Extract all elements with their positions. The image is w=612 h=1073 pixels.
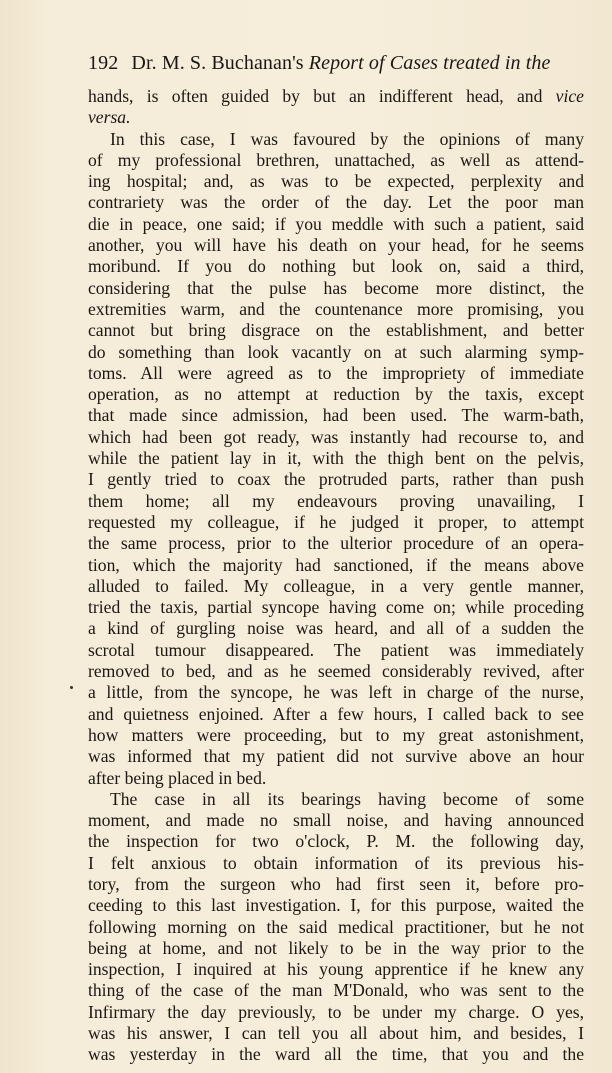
ink-speck (70, 686, 73, 689)
text-line: was informed that my patient did not survive above an hour (88, 746, 584, 767)
text-line: inspection, I inquired at his young apprentice if he knew any (88, 959, 584, 980)
text-line: In this case, I was favoured by the opinions of many (110, 128, 584, 149)
text-line: that made since admission, had been used. The warm-bath, (88, 405, 584, 426)
text-line: The case in all its bearings having become of some (110, 788, 584, 809)
text-line: being at home, and not likely to be in the way prior to the (88, 937, 584, 958)
text-line: cannot but bring disgrace on the establishment, and better (88, 320, 584, 341)
text-line: ceeding to this last investigation. I, for this purpose, waited the (88, 895, 584, 916)
text-line: following morning on the said medical practitioner, but he not (88, 916, 584, 937)
text-line: do something than look vacantly on at such alarming symp- (88, 341, 584, 362)
text-line: the inspection for two o'clock, P. M. the following day, (88, 831, 584, 852)
text-line: requested my colleague, if he judged it proper, to attempt (88, 511, 584, 532)
text-line: considering that the pulse has become more distinct, the (88, 277, 584, 298)
header-title: Report of Cases treated in the (308, 52, 551, 74)
text-line: Infirmary the day previously, to be under my charge. O yes, (88, 1001, 584, 1022)
text-line: tried the taxis, partial syncope having come on; while proceding (88, 597, 584, 618)
text-line: was his answer, I can tell you all about him, and besides, I (88, 1023, 584, 1044)
running-header (88, 52, 551, 75)
text-line: extremities warm, and the countenance more promising, you (88, 298, 584, 319)
text-line: toms. All were agreed as to the impropriety of immediate (88, 362, 584, 383)
text-line: and quietness enjoined. After a few hours, I called back to see (88, 703, 584, 724)
text-line: die in peace, one said; if you meddle with such a patient, said (88, 213, 584, 234)
text-line: moribund. If you do nothing but look on, said a third, (88, 256, 584, 277)
text-line: moment, and made no small noise, and having announced (88, 810, 584, 831)
text-line: a kind of gurgling noise was heard, and all of a sudden the (88, 618, 584, 639)
text-line: removed to bed, and as he seemed considerably revived, after (88, 661, 584, 682)
text-line: tion, which the majority had sanctioned, if the means above (88, 554, 584, 575)
text-line: a little, from the syncope, he was left in charge of the nurse, (88, 682, 584, 703)
text-line: of my professional brethren, unattached, as well as attend- (88, 149, 584, 170)
body-text (88, 86, 584, 1066)
text-line: while the patient lay in it, with the thigh bent on the pelvis, (88, 448, 584, 469)
text-line: tory, from the surgeon who had first seen it, before pro- (88, 873, 584, 894)
header-author: Dr. M. S. Buchanan's (131, 52, 304, 74)
text-line: contrariety was the order of the day. Let the poor man (88, 192, 584, 213)
text-line: thing of the case of the man M'Donald, who was sent to the (88, 980, 584, 1001)
text-line: operation, as no attempt at reduction by the taxis, except (88, 384, 584, 405)
text-line: hands, is often guided by but an indifferent head, and vice (88, 86, 584, 106)
text-line: another, you will have his death on your head, for he seems (88, 235, 584, 256)
text-line: scrotal tumour disappeared. The patient was immediately (88, 639, 584, 660)
text-line: was yesterday in the ward all the time, that you and the (88, 1044, 584, 1065)
text-line: which had been got ready, was instantly had recourse to, and (88, 426, 584, 447)
text-line: them home; all my endeavours proving unavailing, I (88, 490, 584, 511)
text-line: the same process, prior to the ulterior procedure of an opera- (88, 533, 584, 554)
text-line: I gently tried to coax the protruded parts, rather than push (88, 469, 584, 490)
text-line: I felt anxious to obtain information of its previous his- (88, 852, 584, 873)
page-number: 192 (88, 52, 119, 74)
text-line: after being placed in bed. (88, 767, 267, 788)
text-line: alluded to failed. My colleague, in a very gentle manner, (88, 575, 584, 596)
text-line: versa. (88, 107, 131, 128)
text-line: how matters were proceeding, but to my great astonishment, (88, 724, 584, 745)
text-line: ing hospital; and, as was to be expected, perplexity and (88, 171, 584, 192)
